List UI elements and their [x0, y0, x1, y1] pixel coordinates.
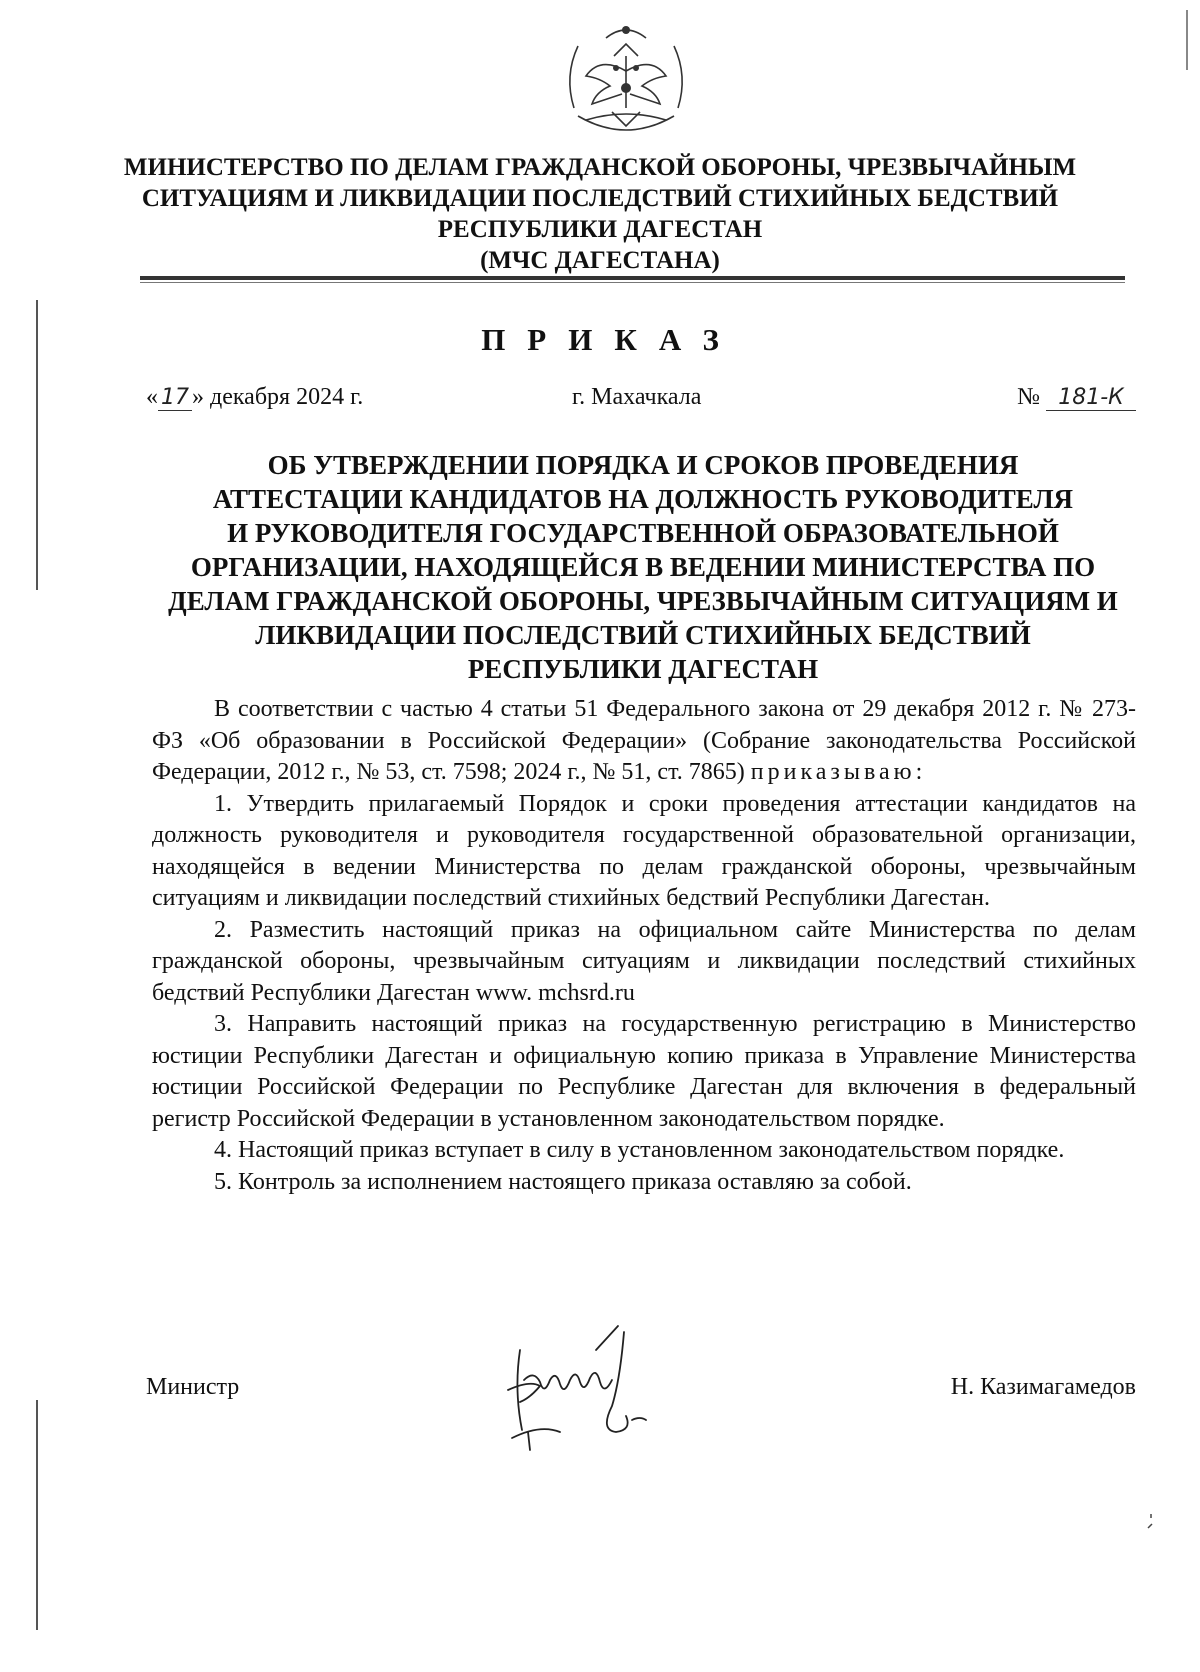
- subject-line-2: АТТЕСТАЦИИ КАНДИДАТОВ НА ДОЛЖНОСТЬ РУКОВОДИТЕЛЯ: [212, 484, 1074, 514]
- subject-line-1: ОБ УТВЕРЖДЕНИИ ПОРЯДКА И СРОКОВ ПРОВЕДЕНИЯ: [267, 450, 1019, 480]
- order-item-4: 4. Настоящий приказ вступает в силу в установленном законодательством порядке.: [214, 1137, 1065, 1163]
- date-rest: декабря 2024 г.: [210, 384, 364, 410]
- scan-margin-line-right: [1186, 10, 1188, 70]
- header-rule-thin: [140, 282, 1125, 283]
- preamble-text: В соответствии с частью 4 статьи 51 Федерального закона от 29 декабря 2012 г. № 273-ФЗ «Об образовании в Российской Федерации» (Собрание законодательства Российской Федерации, 2012 г., № 53, ст. 7598; 2024 г., № 51, ст. 7865): [152, 696, 1136, 785]
- order-subject: [148, 448, 1138, 686]
- ministry-line-2: СИТУАЦИЯМ И ЛИКВИДАЦИИ ПОСЛЕДСТВИЙ СТИХИЙНЫХ БЕДСТВИЙ: [141, 185, 1059, 212]
- order-date: [146, 384, 363, 411]
- date-close-quote: »: [192, 384, 204, 410]
- order-item-5: 5. Контроль за исполнением настоящего приказа оставляю за собой.: [214, 1168, 912, 1195]
- handwritten-signature-icon: [500, 1320, 700, 1455]
- subject-line-6: ЛИКВИДАЦИИ ПОСЛЕДСТВИЙ СТИХИЙНЫХ БЕДСТВИЙ: [255, 620, 1031, 650]
- signatory-name: Н. Казимагамедов: [950, 1374, 1136, 1400]
- coat-of-arms-eagle-icon: [556, 16, 696, 144]
- order-word: приказываю:: [750, 759, 927, 785]
- subject-line-3: И РУКОВОДИТЕЛЯ ГОСУДАРСТВЕННОЙ ОБРАЗОВАТЕЛЬНОЙ: [227, 518, 1059, 548]
- subject-line-4: ОРГАНИЗАЦИИ, НАХОДЯЩЕЙСЯ В ВЕДЕНИИ МИНИСТЕРСТВА ПО: [190, 552, 1096, 582]
- number-value: 181-К: [1046, 386, 1136, 411]
- ministry-line-3: РЕСПУБЛИКИ ДАГЕСТАН: [437, 216, 763, 243]
- ministry-header: [100, 152, 1100, 276]
- subject-line-5: ДЕЛАМ ГРАЖДАНСКОЙ ОБОРОНЫ, ЧРЕЗВЫЧАЙНЫМ СИТУАЦИЯМ И: [168, 586, 1118, 616]
- order-body: [152, 694, 1136, 1198]
- subject-line-7: РЕСПУБЛИКИ ДАГЕСТАН: [467, 654, 819, 684]
- signatory-title: Министр: [146, 1374, 240, 1400]
- order-title: ПРИКАЗ: [481, 322, 741, 357]
- order-item-3: 3. Направить настоящий приказ на государственную регистрацию в Министерство юстиции Республики Дагестан и официальную копию приказа в Управление Министерства юстиции Российской Федерации по Республике Дагестан для включения в федеральный регистр Российской Федерации в установленном законодательством порядке.: [152, 1011, 1136, 1132]
- ministry-line-4: (МЧС ДАГЕСТАНА): [480, 247, 720, 274]
- order-item-1: 1. Утвердить прилагаемый Порядок и сроки проведения аттестации кандидатов на должность руководителя и руководителя государственной образовательной организации, находящейся в ведении Министерства по делам гражданской обороны, чрезвычайным ситуациям и ликвидации последствий стихийных бедствий Республики Дагестан.: [152, 790, 1136, 911]
- header-rule-thick: [140, 276, 1125, 280]
- order-city: г. Махачкала: [572, 384, 702, 410]
- scan-margin-line-bottom: [36, 1400, 38, 1630]
- preamble-paragraph: [152, 694, 1136, 789]
- order-item-2: 2. Разместить настоящий приказ на официальном сайте Министерства по делам гражданской обороны, чрезвычайным ситуациям и ликвидации последствий стихийных бедствий Республики Дагестан www. mchsrd.ru: [152, 916, 1136, 1006]
- number-prefix: №: [1017, 384, 1040, 410]
- ministry-line-1: МИНИСТЕРСТВО ПО ДЕЛАМ ГРАЖДАНСКОЙ ОБОРОНЫ, ЧРЕЗВЫЧАЙНЫМ: [123, 154, 1077, 181]
- date-open-quote: «: [146, 384, 158, 410]
- order-number: [1017, 384, 1136, 411]
- date-day: 17: [158, 386, 192, 411]
- scan-speck-icon: [1146, 1512, 1156, 1532]
